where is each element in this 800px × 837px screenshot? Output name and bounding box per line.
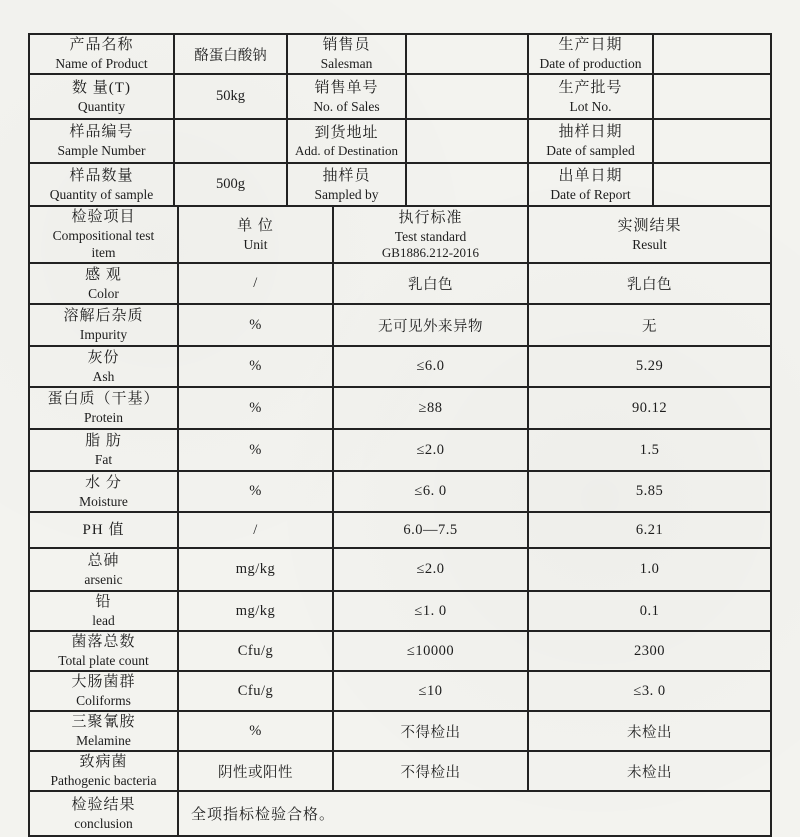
item-en: Pathogenic bacteria [50, 773, 157, 788]
standard-cell: ≤2.0 [333, 548, 528, 591]
test-item-melamine [29, 711, 178, 751]
table-header-row [29, 206, 771, 263]
label-en: Salesman [320, 56, 373, 71]
header-zh: 实测结果 [617, 217, 682, 234]
inspection-report [28, 33, 770, 837]
test-item-pathogenic-bacteria [29, 751, 178, 791]
table-row [29, 471, 771, 512]
header-result [528, 206, 771, 263]
label-en: Add. of Destination [295, 142, 398, 158]
test-item-fat [29, 429, 178, 471]
item-zh: 菌落总数 [71, 634, 136, 650]
unit-cell: mg/kg [178, 591, 333, 631]
standard-cell: 无可见外来异物 [333, 304, 528, 346]
standard-cell: 6.0—7.5 [333, 512, 528, 548]
item-zh: 水 分 [85, 474, 122, 491]
conclusion-text: 全项指标检验合格。 [178, 791, 771, 836]
label-zh: 检验结果 [71, 796, 136, 813]
unit-cell: % [178, 429, 333, 471]
table-row [29, 591, 771, 631]
table-row [29, 304, 771, 346]
info-value-sampled-by [406, 163, 528, 206]
test-item-moisture [29, 471, 178, 512]
header-unit [178, 206, 333, 263]
standard-cell: ≤10 [333, 671, 528, 711]
result-cell: 0.1 [528, 591, 771, 631]
label-zh: 生产批号 [558, 79, 623, 96]
label-zh: 产品名称 [69, 37, 134, 53]
header-zh: 单 位 [237, 217, 274, 234]
table-row [29, 548, 771, 591]
standard-cell: 不得检出 [333, 751, 528, 791]
result-cell: 5.85 [528, 471, 771, 512]
info-label-report-date [528, 163, 653, 206]
standard-cell: 不得检出 [333, 711, 528, 751]
item-en: Melamine [76, 733, 131, 748]
label-zh: 销售员 [322, 37, 371, 53]
label-zh: 销售单号 [314, 79, 379, 96]
info-value-salesman [406, 34, 528, 74]
test-item-ph [29, 512, 178, 548]
table-row [29, 74, 771, 119]
info-value-sample-date [653, 119, 771, 163]
info-label-sample-number [29, 119, 174, 163]
table-row [29, 119, 771, 163]
item-zh: 蛋白质（干基） [47, 391, 160, 407]
result-cell: 未检出 [528, 711, 771, 751]
label-zh: 抽样员 [322, 167, 371, 184]
standard-cell: ≤6. 0 [333, 471, 528, 512]
item-en: Coliforms [76, 693, 131, 708]
test-item-ash [29, 346, 178, 387]
item-zh: 总砷 [87, 552, 120, 569]
info-value-lot-no [653, 74, 771, 119]
label-zh: 生产日期 [558, 37, 623, 53]
result-cell: 6.21 [528, 512, 771, 548]
item-en: Impurity [79, 327, 128, 342]
info-value-sample-quantity: 500g [174, 163, 287, 206]
test-item-arsenic [29, 548, 178, 591]
label-zh: 样品编号 [69, 124, 134, 140]
header-en: Unit [243, 236, 268, 252]
table-row [29, 34, 771, 74]
result-cell: 1.5 [528, 429, 771, 471]
info-label-salesman [287, 34, 406, 74]
label-en: conclusion [74, 815, 133, 831]
unit-cell: Cfu/g [178, 631, 333, 671]
label-en: Sampled by [314, 186, 379, 202]
header-test-item [29, 206, 178, 263]
unit-cell: % [178, 304, 333, 346]
unit-cell: / [178, 263, 333, 304]
standard-cell: ≤10000 [333, 631, 528, 671]
table-row [29, 263, 771, 304]
item-en: Moisture [79, 493, 128, 509]
info-value-product: 酪蛋白酸钠 [174, 34, 287, 74]
label-en: Lot No. [569, 98, 612, 114]
item-zh: 脂 肪 [85, 433, 122, 449]
result-cell: 1.0 [528, 548, 771, 591]
table-row [29, 751, 771, 791]
label-en: Date of Report [550, 186, 631, 202]
item-en: Protein [84, 410, 123, 425]
item-zh: 大肠菌群 [71, 674, 136, 690]
label-en: Name of Product [55, 56, 148, 71]
item-zh: 铅 [95, 594, 112, 610]
info-value-quantity: 50kg [174, 74, 287, 119]
standard-cell: ≤6.0 [333, 346, 528, 387]
info-label-production-date [528, 34, 653, 74]
unit-cell: % [178, 346, 333, 387]
standard-cell: ≤2.0 [333, 429, 528, 471]
table-row [29, 429, 771, 471]
unit-cell: Cfu/g [178, 671, 333, 711]
item-en: Color [88, 285, 119, 301]
test-item-lead [29, 591, 178, 631]
result-cell: 90.12 [528, 387, 771, 429]
test-item-color [29, 263, 178, 304]
result-cell: 2300 [528, 631, 771, 671]
standard-cell: ≤1. 0 [333, 591, 528, 631]
item-zh: 致病菌 [79, 754, 128, 770]
result-cell: 5.29 [528, 346, 771, 387]
label-zh: 数 量(T) [72, 79, 131, 96]
result-cell: 乳白色 [528, 263, 771, 304]
item-zh: 感 观 [85, 266, 122, 283]
info-label-product [29, 34, 174, 74]
result-cell: 未检出 [528, 751, 771, 791]
table-row [29, 671, 771, 711]
unit-cell: % [178, 471, 333, 512]
unit-cell: % [178, 387, 333, 429]
item-zh: 灰份 [87, 349, 120, 366]
result-cell: ≤3. 0 [528, 671, 771, 711]
info-label-sampled-by [287, 163, 406, 206]
table-row [29, 631, 771, 671]
label-en: Date of sampled [546, 143, 635, 158]
item-en: lead [92, 613, 115, 628]
header-zh: 检验项目 [71, 209, 136, 225]
item-en: arsenic [84, 571, 123, 587]
table-row [29, 512, 771, 548]
unit-cell: % [178, 711, 333, 751]
info-label-sample-date [528, 119, 653, 163]
info-label-sample-quantity [29, 163, 174, 206]
header-standard-code: GB1886.212-2016 [381, 244, 480, 260]
test-item-total-plate-count [29, 631, 178, 671]
unit-cell: 阴性或阳性 [178, 751, 333, 791]
item-en: Total plate count [58, 653, 149, 668]
table-row [29, 163, 771, 206]
header-en: Compositional test [52, 228, 155, 243]
label-en: Quantity of sample [49, 186, 154, 202]
label-zh: 到货地址 [314, 124, 379, 141]
product-info-table [28, 33, 772, 207]
header-en: Result [632, 236, 667, 252]
info-value-sales-no [406, 74, 528, 119]
info-label-quantity [29, 74, 174, 119]
header-standard [333, 206, 528, 263]
result-cell: 无 [528, 304, 771, 346]
label-zh: 抽样日期 [558, 124, 623, 140]
unit-cell: mg/kg [178, 548, 333, 591]
label-zh: 样品数量 [69, 167, 134, 184]
item-en: Fat [94, 452, 113, 467]
unit-cell: / [178, 512, 333, 548]
item-zh: 三聚氰胺 [71, 714, 136, 730]
label-en: Date of production [539, 56, 642, 71]
info-label-destination [287, 119, 406, 163]
test-item-impurity [29, 304, 178, 346]
standard-cell: 乳白色 [333, 263, 528, 304]
table-row [29, 711, 771, 751]
standard-cell: ≥88 [333, 387, 528, 429]
info-label-lot-no [528, 74, 653, 119]
item-zh: 溶解后杂质 [63, 308, 144, 324]
conclusion-row [29, 791, 771, 836]
table-row [29, 387, 771, 429]
label-en: Quantity [77, 98, 126, 114]
test-item-protein [29, 387, 178, 429]
info-label-sales-no [287, 74, 406, 119]
item-zh: PH 值 [82, 521, 125, 538]
label-en: No. of Sales [313, 98, 380, 114]
info-value-destination [406, 119, 528, 163]
test-results-table [28, 205, 772, 837]
info-value-production-date [653, 34, 771, 74]
table-row [29, 346, 771, 387]
test-item-coliforms [29, 671, 178, 711]
info-value-sample-number [174, 119, 287, 163]
label-en: Sample Number [57, 143, 146, 158]
header-en: item [91, 245, 116, 260]
header-zh: 执行标准 [398, 209, 463, 226]
item-en: Ash [92, 368, 115, 384]
info-value-report-date [653, 163, 771, 206]
header-en: Test standard [394, 228, 467, 244]
label-zh: 出单日期 [558, 167, 623, 184]
conclusion-label [29, 791, 178, 836]
